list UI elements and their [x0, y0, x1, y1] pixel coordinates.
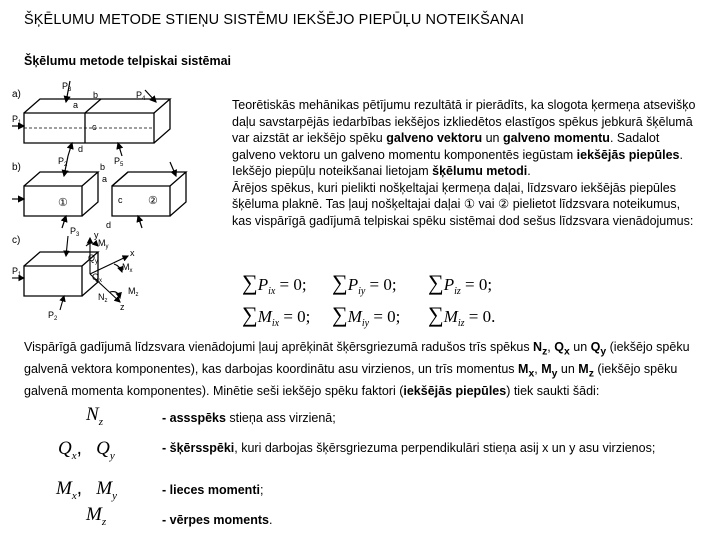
- svg-text:Mx: [122, 262, 133, 274]
- moment-my-sub: y: [105, 244, 109, 250]
- text: .: [527, 164, 531, 178]
- equation-moment-iz: $\sum M_{iz} = 0$.: [428, 302, 496, 329]
- force-p1-sub-c: 1: [18, 272, 22, 278]
- equation-force-iz: $\sum P_{iz} = 0$;: [428, 270, 493, 297]
- part-1-symbol: ①: [463, 197, 476, 211]
- def-mz-text: - vērpes moments.: [162, 513, 273, 527]
- bar-a: [24, 99, 170, 143]
- def-nz-text: - assspēks stieņa ass virzienā;: [162, 411, 336, 425]
- label-c: c): [12, 235, 21, 246]
- sym-qx: $Q_x$: [554, 340, 570, 358]
- text: Ārējos spēkus, kuri pielikti nošķeltajai ķermeņa daļai, līdzsvaro iekšējās piepūles šķēluma plaknē. Tas ļauj nošķeltajai daļai: [232, 180, 676, 211]
- term-internal-forces-2: iekšējās piepūles: [403, 384, 507, 398]
- axial-nz-sub: z: [104, 298, 108, 304]
- text: ,: [547, 340, 555, 354]
- equation-moment-ix: $\sum M_{ix} = 0$;: [242, 302, 311, 329]
- axes-c: [12, 236, 128, 310]
- bar-c: [24, 252, 98, 296]
- text: Teorētiskās mehānikas pētījumu rezultātā ir pierādīts, ka slogota ķermeņa atsevišķo daļu savstarpējās iedarbības iekšējos izkliedētos elastīgos spēkus jebkurā šķēlumā var aizstāt ar iekšējo spēku: [232, 98, 696, 145]
- dim-d-label-b: d: [106, 220, 112, 230]
- dim-c-label-b: c: [118, 195, 123, 205]
- force-p3-sub-c: 3: [76, 232, 80, 238]
- moment-mx-label: M: [122, 262, 130, 272]
- force-p2-label-c: P: [48, 310, 55, 320]
- force-p2-sub-c: 2: [54, 316, 58, 322]
- text: . Iekšējo piepūļu noteikšanai lietojam: [232, 147, 683, 178]
- forces-b: [12, 156, 176, 228]
- sym-my: $M_y$: [541, 362, 558, 380]
- text: Vispārīgā gadījumā līdzsvara vienādojumi ļauj aprēķināt šķērsgriezumā radušos trīs spēkus: [24, 340, 534, 354]
- force-p3-label-c: P: [70, 226, 77, 236]
- text: vai: [475, 197, 499, 211]
- label-a: a): [12, 89, 21, 100]
- force-p2-sub: 2: [64, 162, 68, 168]
- force-p4-sub: 4: [142, 96, 146, 102]
- axis-x-label: x: [130, 248, 135, 258]
- shear-qy-label: Q: [88, 253, 96, 263]
- text: un: [482, 131, 503, 145]
- svg-text:P1: [12, 266, 22, 278]
- term-main-moment: galveno momentu: [502, 131, 610, 145]
- force-p1-sub: 1: [18, 120, 22, 126]
- svg-text:P3: [62, 81, 72, 93]
- text: (iekšējo spēku galvenā momenta komponentes). Minētie seši iekšējo spēku faktori (: [24, 362, 678, 398]
- def-q-text: - šķērsspēki, kuri darbojas šķērsgriezuma perpendikulāri stieņa asij x un y asu virzienos;: [162, 441, 656, 455]
- axis-y-label: y: [94, 230, 99, 240]
- force-p1-label-c: P: [12, 266, 19, 276]
- def-q-symbol: $Q_x$, $Q_y$: [58, 438, 115, 462]
- text: ) tiek saukti šādi:: [506, 384, 600, 398]
- text: un: [557, 362, 579, 376]
- svg-text:P4: [136, 90, 146, 102]
- part-2-symbol: ②: [498, 197, 510, 211]
- second-paragraph: [24, 339, 704, 400]
- shear-qy-sub: y: [95, 259, 99, 265]
- equation-force-iy: $\sum P_{iy} = 0$;: [332, 270, 397, 297]
- text: un: [569, 340, 591, 354]
- force-p3-label: P: [62, 81, 69, 91]
- moment-mz-sub: z: [135, 292, 139, 298]
- sym-qy: $Q_y$: [590, 340, 607, 358]
- moment-my-label: M: [98, 238, 106, 248]
- text: pielietot līdzsvara noteikumus, kas vispārīgā gadījumā telpiskai spēku sistēmai dod sešus līdzsvara vienādojumus:: [232, 197, 694, 228]
- text: ,: [534, 362, 542, 376]
- term-section-method: šķēlumu metodi: [432, 164, 528, 178]
- svg-text:My: [98, 238, 109, 250]
- force-p5-label: P: [114, 156, 121, 166]
- text: (iekšējo spēku galvenā vektora komponentes), kas darbojas koordinātu asu virzienos, un trīs momentus: [24, 340, 690, 376]
- dim-c-label-a: c: [92, 122, 97, 132]
- forces-a: [12, 81, 156, 156]
- force-p3-sub: 3: [68, 87, 72, 93]
- page-title: ŠĶĒLUMU METODE STIEŅU SISTĒMU IEKŠĒJO PIEPŪĻU NOTEIKŠANAI: [24, 12, 525, 28]
- axis-z-label: z: [120, 302, 125, 312]
- svg-text:Mz: [128, 286, 139, 298]
- sym-nz: $N_z$: [533, 340, 548, 358]
- equation-moment-iy: $\sum M_{iy} = 0$;: [332, 302, 401, 329]
- axial-nz-label: N: [98, 292, 105, 302]
- section-method-diagram: [10, 78, 225, 323]
- sym-mz: $M_z$: [578, 362, 594, 380]
- dim-d-label-a: d: [78, 144, 84, 154]
- dim-a-label-b: a: [102, 174, 108, 184]
- dim-b-label-b: b: [100, 162, 106, 172]
- part-1-marker: ①: [58, 197, 68, 209]
- moment-mz-label: M: [128, 286, 136, 296]
- sym-mx: $M_x$: [518, 362, 535, 380]
- term-main-vector: galveno vektoru: [386, 131, 483, 145]
- svg-text:P3: [70, 226, 80, 238]
- def-mz-symbol: $M_z$: [86, 504, 107, 528]
- force-p5-sub: 5: [120, 162, 124, 168]
- text: . Sadalot galveno vektoru un galveno momentu komponentēs iegūstam: [232, 131, 660, 162]
- svg-text:P2: [48, 310, 58, 322]
- equation-force-ix: $\sum P_{ix} = 0$;: [242, 270, 307, 297]
- def-mxy-symbol: $M_x$, $M_y$: [56, 478, 117, 502]
- part-2-marker: ②: [148, 195, 158, 207]
- force-p4-label: P: [136, 90, 143, 100]
- shear-qx-sub: x: [99, 278, 103, 284]
- equilibrium-equations: [236, 268, 536, 334]
- force-p1-label: P: [12, 114, 19, 124]
- intro-paragraph: [232, 97, 702, 229]
- shear-qx-label: Q: [92, 272, 100, 282]
- label-b: b): [12, 162, 21, 173]
- def-mxy-text: - lieces momenti;: [162, 483, 264, 497]
- moment-mx-sub: x: [129, 268, 133, 274]
- dim-a-label-a: a: [73, 100, 79, 110]
- svg-text:P1: [12, 114, 22, 126]
- def-nz-symbol: $N_z$: [86, 404, 103, 428]
- term-internal-forces: iekšējās piepūles: [576, 147, 680, 162]
- svg-text:Nz: [98, 292, 108, 304]
- section-subtitle: Šķēlumu metode telpiskai sistēmai: [24, 54, 232, 68]
- dim-b-label-a: b: [93, 90, 99, 100]
- svg-text:P5: [114, 156, 124, 168]
- force-p2-label: P: [58, 156, 65, 166]
